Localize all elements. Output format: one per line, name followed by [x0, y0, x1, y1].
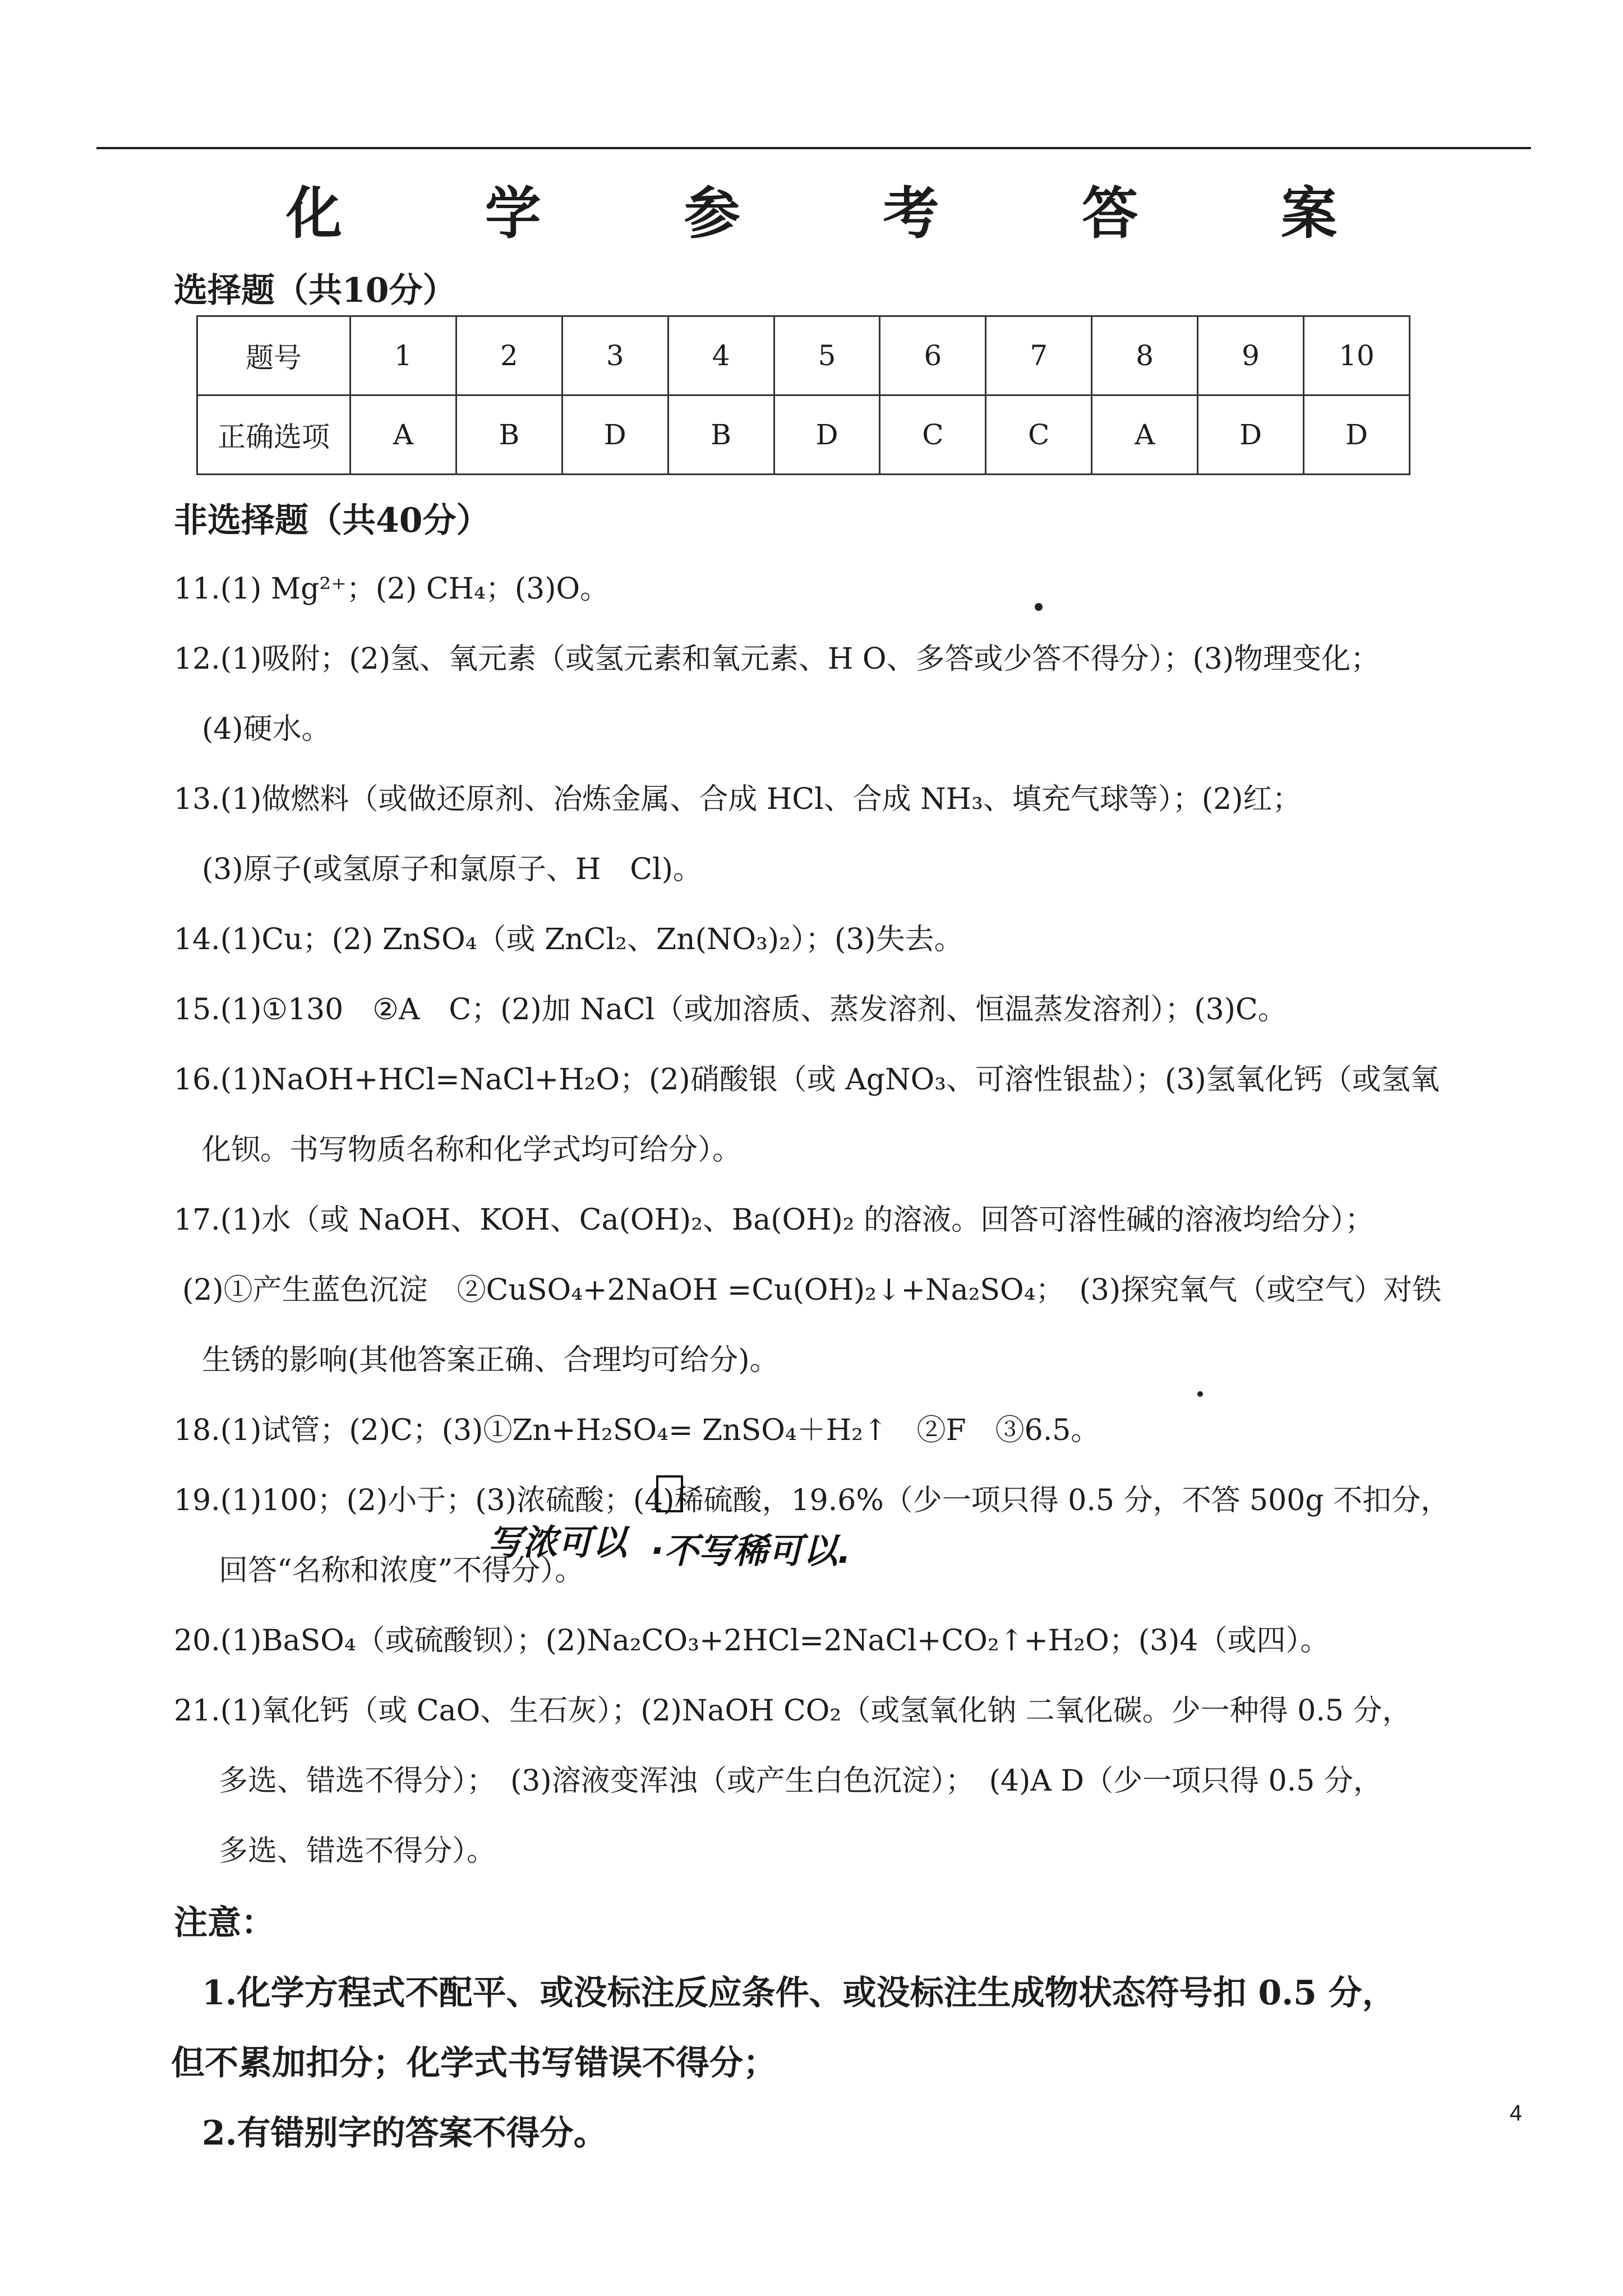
answer-line: 11.(1) Mg²⁺；(2) CH₄；(3)O。 — [174, 572, 610, 606]
answer-line: 15.(1)①130 ②A C；(2)加 NaCl（或加溶质、蒸发溶剂、恒温蒸发溶剂）；(3)C。 — [174, 993, 1287, 1027]
answer-line: 18.(1)试管；(2)C；(3)①Zn+H₂SO₄= ZnSO₄＋H₂↑ ②F ③6.5。 — [174, 1414, 1100, 1447]
table-answer-label: 正确选项 — [197, 395, 351, 475]
top-rule — [96, 147, 1531, 149]
answer-choice: D — [1198, 395, 1304, 475]
table-row — [197, 395, 1410, 475]
answer-line: 多选、错选不得分）； (3)溶液变浑浊（或产生白色沉淀）； (4)A D（少一项只得 0.5 分， — [219, 1764, 1382, 1798]
answer-line: 16.(1)NaOH+HCl=NaCl+H₂O；(2)硝酸银（或 AgNO₃、可溶性银盐）；(3)氢氧化钙（或氢氧 — [174, 1063, 1440, 1097]
scan-speck — [1197, 1391, 1203, 1397]
notes-heading: 注意： — [174, 1903, 275, 1943]
question-number: 8 — [1092, 316, 1198, 395]
answer-choice: D — [562, 395, 668, 475]
answer-line: (2)①产生蓝色沉淀 ②CuSO₄+2NaOH =Cu(OH)₂↓+Na₂SO₄； (3)探究氧气（或空气）对铁 — [182, 1273, 1442, 1307]
handwritten-note: 写浓可以 — [488, 1522, 628, 1563]
answer-choice: C — [986, 395, 1092, 475]
note-item: 但不累加扣分；化学式书写错误不得分； — [171, 2044, 777, 2083]
question-number: 4 — [668, 316, 774, 395]
note-item: 1.化学方程式不配平、或没标注反应条件、或没标注生成物状态符号扣 0.5 分， — [202, 1973, 1396, 2013]
page-title: 化 学 参 考 答 案 — [285, 180, 1399, 246]
question-number: 2 — [456, 316, 562, 395]
answer-choice: B — [668, 395, 774, 475]
question-number: 7 — [986, 316, 1092, 395]
answer-line: 回答“名称和浓度”不得分）。 — [219, 1554, 584, 1588]
answer-line: 化钡。书写物质名称和化学式均可给分）。 — [202, 1133, 742, 1167]
handwritten-box-mark — [656, 1475, 683, 1512]
handwritten-note: ·不写稀可以. — [651, 1530, 851, 1571]
question-number: 3 — [562, 316, 668, 395]
table-header-label: 题号 — [197, 316, 351, 395]
question-number: 1 — [351, 316, 457, 395]
page-number: 4 — [1509, 2101, 1522, 2125]
answer-table — [196, 315, 1410, 475]
answer-choice: C — [880, 395, 986, 475]
answer-line: (4)硬水。 — [202, 712, 331, 746]
answer-line: 12.(1)吸附；(2)氢、氧元素（或氢元素和氧元素、H O、多答或少答不得分）；(3)物理变化； — [174, 642, 1380, 676]
answer-line: 20.(1)BaSO₄（或硫酸钡）；(2)Na₂CO₃+2HCl=2NaCl+CO₂↑+H₂O；(3)4（或四）。 — [174, 1624, 1330, 1658]
note-item: 2.有错别字的答案不得分。 — [202, 2114, 607, 2153]
mc-section-heading: 选择题（共10分） — [174, 271, 457, 310]
question-number: 5 — [774, 316, 880, 395]
answer-choice: D — [1304, 395, 1410, 475]
question-number: 9 — [1198, 316, 1304, 395]
answer-line: 13.(1)做燃料（或做还原剂、冶炼金属、合成 HCl、合成 NH₃、填充气球等）；(2)红； — [174, 783, 1302, 816]
answer-line: 17.(1)水（或 NaOH、KOH、Ca(OH)₂、Ba(OH)₂ 的溶液。回答可溶性碱的溶液均给分）； — [174, 1203, 1375, 1237]
scan-speck — [1035, 603, 1043, 611]
answer-line: 21.(1)氧化钙（或 CaO、生石灰）；(2)NaOH CO₂（或氢氧化钠 二氧化碳。少一种得 0.5 分， — [174, 1694, 1412, 1728]
table-row — [197, 316, 1410, 395]
answer-line: 14.(1)Cu；(2) ZnSO₄（或 ZnCl₂、Zn(NO₃)₂）；(3)失去。 — [174, 923, 963, 956]
answer-choice: A — [1092, 395, 1198, 475]
answer-choice: A — [351, 395, 457, 475]
question-number: 10 — [1304, 316, 1410, 395]
answer-line: 多选、错选不得分）。 — [219, 1834, 496, 1868]
answer-line: 生锈的影响(其他答案正确、合理均可给分)。 — [202, 1343, 779, 1377]
answer-choice: D — [774, 395, 880, 475]
question-number: 6 — [880, 316, 986, 395]
answer-line: 19.(1)100；(2)小于；(3)浓硫酸；(4)稀硫酸，19.6%（少一项只得 0.5 分，不答 500g 不扣分， — [174, 1484, 1450, 1517]
answer-choice: B — [456, 395, 562, 475]
answer-line: (3)原子(或氢原子和氯原子、H Cl)。 — [202, 853, 702, 886]
open-section-heading: 非选择题（共40分） — [174, 501, 490, 540]
